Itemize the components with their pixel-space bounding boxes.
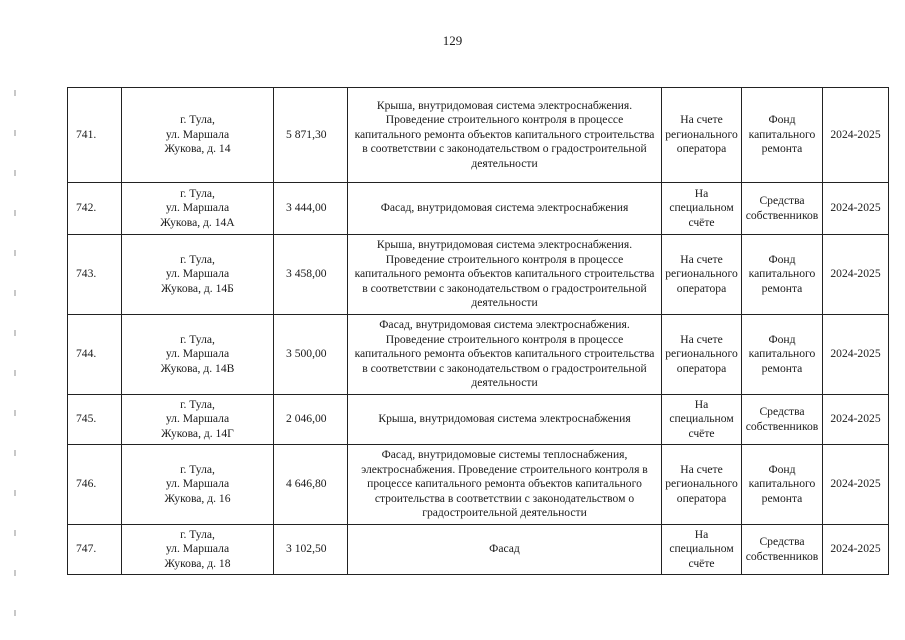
address-cell: [122, 395, 274, 445]
works-cell: Фасад, внутридомовые системы теплоснабжения, электроснабжения. Проведение строительного контроля в процессе капитального ремонта объектов капитального строительства в соответствии с законодательством о градостроительной деятельности: [348, 445, 662, 525]
address-line: ул. Маршала: [165, 127, 230, 141]
address-line: Жукова, д. 16: [164, 491, 231, 505]
works-cell: Крыша, внутридомовая система электроснабжения. Проведение строительного контроля в процессе капитального ремонта объектов капитального строительства в соответствии с законодательством о градостроительной деятельности: [348, 235, 662, 315]
fund-cell: Средства собственников: [742, 525, 823, 575]
address-line: г. Тула,: [180, 462, 215, 476]
address-line: г. Тула,: [180, 527, 215, 541]
address-line: Жукова, д. 14: [164, 142, 231, 156]
period-cell: 2024-2025: [823, 183, 889, 235]
address-cell: [122, 445, 274, 525]
works-cell: Фасад, внутридомовая система электроснабжения: [348, 183, 662, 235]
margin-marks: [14, 90, 16, 630]
fund-cell: Фонд капитального ремонта: [742, 315, 823, 395]
amount-cell: 3 500,00: [274, 315, 348, 395]
address-cell: [122, 315, 274, 395]
row-number: 746.: [68, 445, 122, 525]
address-line: ул. Маршала: [165, 201, 230, 215]
amount-cell: 3 102,50: [274, 525, 348, 575]
address-cell: [122, 88, 274, 183]
address-line: Жукова, д. 14Б: [161, 281, 234, 295]
period-cell: 2024-2025: [823, 315, 889, 395]
address-line: ул. Маршала: [165, 267, 230, 281]
row-number: 741.: [68, 88, 122, 183]
table-row: [68, 445, 889, 525]
row-number: 742.: [68, 183, 122, 235]
table-row: [68, 395, 889, 445]
table-row: [68, 525, 889, 575]
period-cell: 2024-2025: [823, 88, 889, 183]
address-line: ул. Маршала: [165, 477, 230, 491]
address-line: Жукова, д. 14А: [160, 215, 235, 229]
page-number: 129: [442, 33, 463, 48]
row-number: 744.: [68, 315, 122, 395]
address-line: ул. Маршала: [165, 542, 230, 556]
address-line: г. Тула,: [180, 113, 215, 127]
account-cell: На специальном счёте: [662, 395, 742, 445]
account-cell: На счете регионального оператора: [662, 445, 742, 525]
account-cell: На специальном счёте: [662, 183, 742, 235]
works-cell: Крыша, внутридомовая система электроснабжения. Проведение строительного контроля в процессе капитального ремонта объектов капитального строительства в соответствии с законодательством о градостроительной деятельности: [348, 88, 662, 183]
repair-table: [67, 87, 889, 575]
period-cell: 2024-2025: [823, 525, 889, 575]
works-cell: Крыша, внутридомовая система электроснабжения: [348, 395, 662, 445]
period-cell: 2024-2025: [823, 445, 889, 525]
table-row: [68, 88, 889, 183]
address-line: ул. Маршала: [165, 347, 230, 361]
address-cell: [122, 525, 274, 575]
works-cell: Фасад, внутридомовая система электроснабжения. Проведение строительного контроля в процессе капитального ремонта объектов капитального строительства в соответствии с законодательством о градостроительной деятельности: [348, 315, 662, 395]
address-cell: [122, 235, 274, 315]
address-cell: [122, 183, 274, 235]
fund-cell: Фонд капитального ремонта: [742, 235, 823, 315]
address-line: Жукова, д. 14В: [160, 361, 235, 375]
address-line: г. Тула,: [180, 252, 215, 266]
address-line: г. Тула,: [180, 186, 215, 200]
account-cell: На счете регионального оператора: [662, 88, 742, 183]
table-row: [68, 315, 889, 395]
row-number: 743.: [68, 235, 122, 315]
period-cell: 2024-2025: [823, 395, 889, 445]
fund-cell: Фонд капитального ремонта: [742, 445, 823, 525]
period-cell: 2024-2025: [823, 235, 889, 315]
amount-cell: 5 871,30: [274, 88, 348, 183]
row-number: 747.: [68, 525, 122, 575]
fund-cell: Средства собственников: [742, 183, 823, 235]
address-line: г. Тула,: [180, 332, 215, 346]
address-line: Жукова, д. 14Г: [161, 426, 234, 440]
amount-cell: 4 646,80: [274, 445, 348, 525]
amount-cell: 3 444,00: [274, 183, 348, 235]
address-line: ул. Маршала: [165, 412, 230, 426]
amount-cell: 2 046,00: [274, 395, 348, 445]
fund-cell: Средства собственников: [742, 395, 823, 445]
amount-cell: 3 458,00: [274, 235, 348, 315]
account-cell: На специальном счёте: [662, 525, 742, 575]
address-line: г. Тула,: [180, 397, 215, 411]
account-cell: На счете регионального оператора: [662, 235, 742, 315]
address-line: Жукова, д. 18: [164, 556, 231, 570]
fund-cell: Фонд капитального ремонта: [742, 88, 823, 183]
works-cell: Фасад: [348, 525, 662, 575]
table-row: [68, 183, 889, 235]
table-row: [68, 235, 889, 315]
row-number: 745.: [68, 395, 122, 445]
account-cell: На счете регионального оператора: [662, 315, 742, 395]
